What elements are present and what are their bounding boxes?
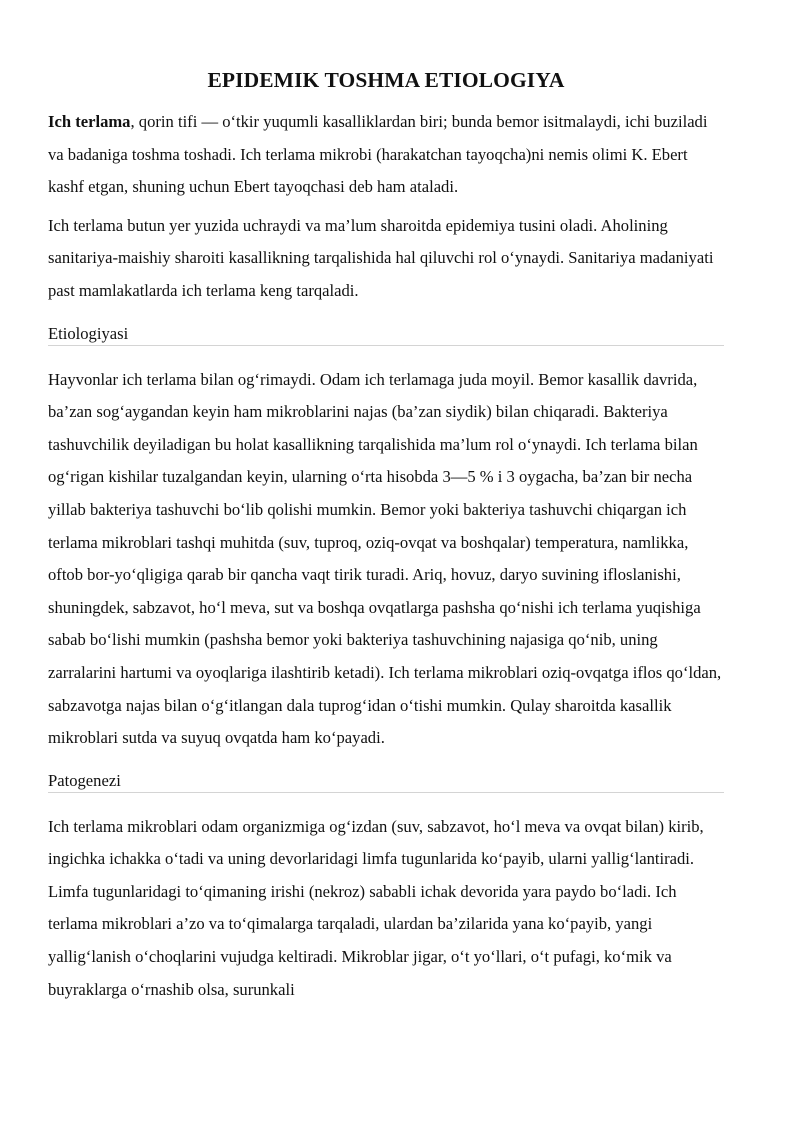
etiology-paragraph: Hayvonlar ich terlama bilan og‘rimaydi. Odam ich terlamaga juda moyil. Bemor kasallik davrida, ba’zan sog‘aygandan keyin ham mikroblarini najas (ba’zan siydik) bilan chiqaradi. Bakteriya tashuvchilik deyiladigan bu holat kasallikning tarqalishida ma’lum rol o‘ynaydi. Ich terlama bilan og‘rigan kishilar tuzalgandan keyin, ularning o‘rta hisobda 3—5 % i 3 oygacha, ba’zan bir necha yillab bakteriya tashuvchi bo‘lib qolishi mumkin. Bemor yoki bakteriya tashuvchi chiqargan ich terlama mikroblari tashqi muhitda (suv, tuproq, oziq-ovqat va boshqalar) temperatura, namlikka, oftob bor-yo‘qligiga qarab bir qancha vaqt tirik turadi. Ariq, hovuz, daryo suvining ifloslanishi, shuningdek, sabzavot, ho‘l meva, sut va boshqa ovqatlarga pashsha qo‘nishi ich terlama yuqishiga sabab bo‘lishi mumkin (pashsha bemor yoki bakteriya tashuvchining najasiga qo‘nib, uning zarralarini hartumi va oyoqlariga ilashtirib ketadi). Ich terlama mikroblari oziq-ovqatga iflos qo‘ldan, sabzavotga najas bilan o‘g‘itlangan dala tuprog‘idan o‘tishi mumkin. Qulay sharoitda kasallik mikroblari sutda va suyuq ovqatda ham ko‘payadi. xyxy=(48,369,722,748)
section-heading-pathogenesis: Patogenezi xyxy=(48,771,724,793)
epidemiology-paragraph: Ich terlama butun yer yuzida uchraydi va ma’lum sharoitda epidemiya tusini oladi. Aholining sanitariya-maishiy sharoiti kasallikning tarqalishida hal qiluvchi rol o‘ynaydi. Sanitariya madaniyati past mamlakatlarda ich terlama keng tarqaladi. xyxy=(48,215,714,300)
section-heading-etiology: Etiologiyasi xyxy=(48,324,724,346)
document-page xyxy=(48,0,724,1006)
intro-text: , qorin tifi — o‘tkir yuqumli kasalliklardan biri; bunda bemor isitmalaydi, ichi buziladi va badaniga toshma toshadi. Ich terlama mikrobi (harakatchan tayoqcha)ni nemis olimi K. Ebert kashf etgan, shuning uchun Ebert tayoqchasi deb ham ataladi. xyxy=(48,112,708,197)
intro-paragraph xyxy=(48,106,724,204)
document-title: EPIDEMIK TOSHMA ETIOLOGIYA xyxy=(207,68,565,92)
pathogenesis-paragraph: Ich terlama mikroblari odam organizmiga og‘izdan (suv, sabzavot, ho‘l meva va ovqat bilan) kirib, ingichka ichakka o‘tadi va uning devorlaridagi limfa tugunlarida ko‘payib, ularni yallig‘lantiradi. Limfa tugunlaridagi to‘qimaning irishi (nekroz) sababli ichak devorida yara paydo bo‘ladi. Ich terlama mikroblari a’zo va to‘qimalarga tarqaladi, ulardan ba’zilarida yana ko‘payib, yangi yallig‘lanish o‘choqlarini vujudga keltiradi. Mikroblar jigar, o‘t yo‘llari, o‘t pufagi, ko‘mik va buyraklarga o‘rnashib olsa, surunkali xyxy=(48,816,704,999)
intro-term: Ich terlama xyxy=(48,112,131,131)
